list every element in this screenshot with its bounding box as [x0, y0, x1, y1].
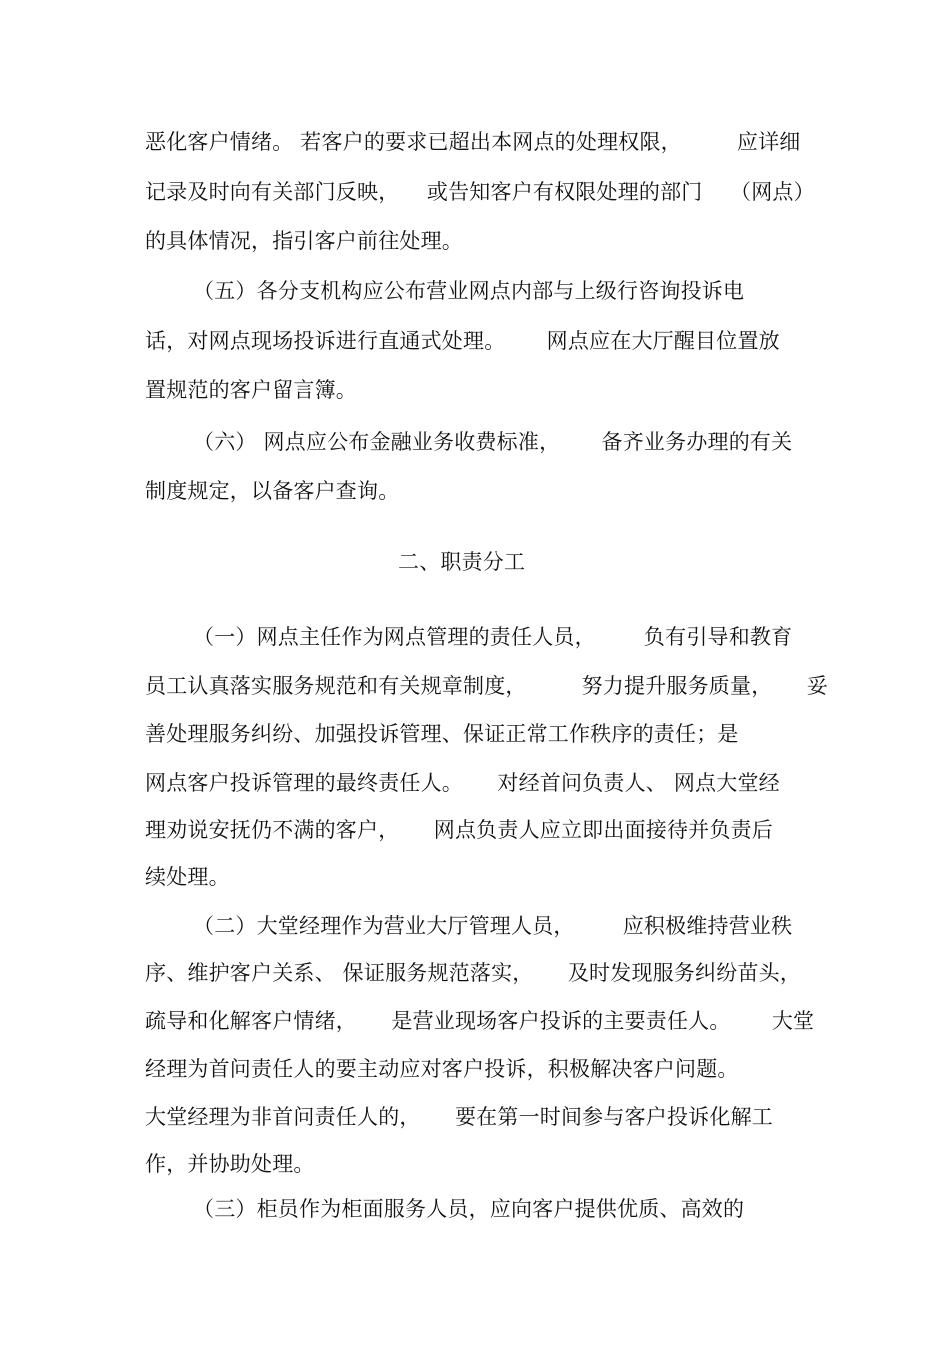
- text-line: 理劝说安抚仍不满的客户， 网点负责人应立即出面接待并负责后: [145, 818, 773, 842]
- text-line: 序、维护客户关系、 保证服务规范落实， 及时发现服务纠纷苗头，: [145, 961, 802, 985]
- text-line: 大堂经理为非首问责任人的， 要在第一时间参与客户投诉化解工: [145, 1105, 773, 1129]
- text-line: 员工认真落实服务规范和有关规章制度， 努力提升服务质量， 妥: [145, 674, 828, 698]
- text-line: 恶化客户情绪。 若客户的要求已超出本网点的处理权限， 应详细: [145, 130, 801, 154]
- text-line: 话，对网点现场投诉进行直通式处理。 网点应在大厅醒目位置放: [145, 329, 780, 353]
- text-line: 疏导和化解客户情绪， 是营业现场客户投诉的主要责任人。 大堂: [145, 1009, 815, 1033]
- text-line: 网点客户投诉管理的最终责任人。 对经首问负责人、 网点大堂经: [145, 771, 780, 795]
- text-line: 经理为首问责任人的要主动应对客户投诉，积极解决客户问题。: [145, 1057, 739, 1081]
- section-heading: 二、职责分工: [398, 550, 526, 574]
- text-line: （二）大堂经理作为营业大厅管理人员， 应积极维持营业秩: [193, 914, 793, 938]
- text-line: 制度规定，以备客户查询。: [145, 479, 400, 503]
- text-line: （一）网点主任作为网点管理的责任人员， 负有引导和教育: [193, 625, 793, 649]
- text-line: 善处理服务纠纷、加强投诉管理、保证正常工作秩序的责任；是: [145, 722, 739, 746]
- text-line: 记录及时向有关部门反映， 或告知客户有权限处理的部门 （网点）: [145, 180, 815, 204]
- text-line: 的具体情况，指引客户前往处理。: [145, 229, 463, 253]
- text-line: 续处理。: [145, 865, 230, 889]
- text-line: （五）各分支机构应公布营业网点内部与上级行咨询投诉电: [193, 279, 745, 303]
- text-line: 作，并协助处理。: [145, 1152, 315, 1176]
- text-line: （六） 网点应公布金融业务收费标准， 备齐业务办理的有关: [193, 430, 793, 454]
- text-line: 置规范的客户留言簿。: [145, 378, 357, 402]
- text-line: （三）柜员作为柜面服务人员，应向客户提供优质、高效的: [193, 1197, 745, 1221]
